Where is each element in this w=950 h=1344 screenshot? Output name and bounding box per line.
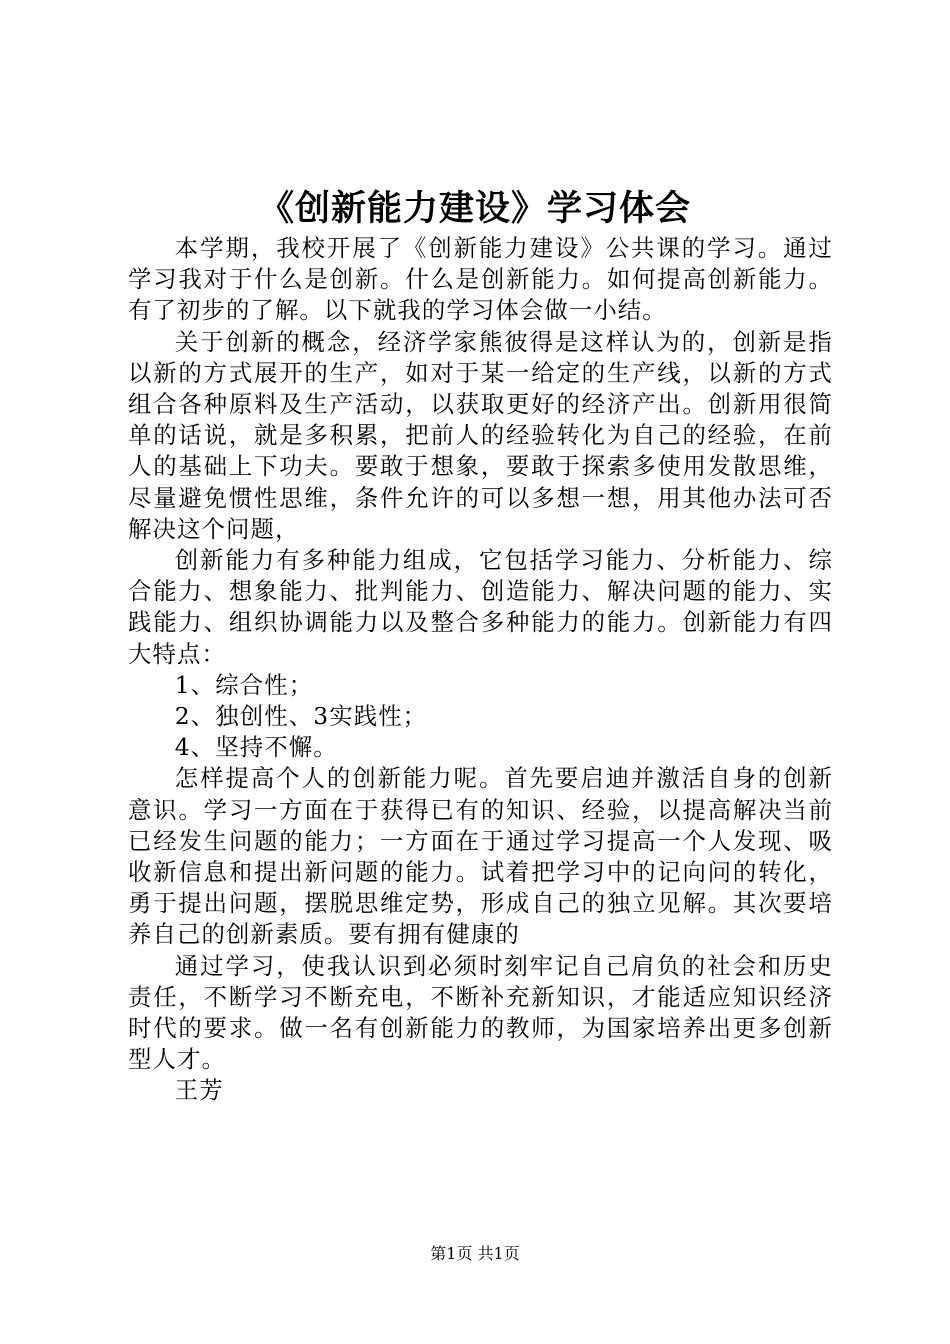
paragraph-intro: 本学期，我校开展了《创新能力建设》公共课的学习。通过学习我对于什么是创新。什么是创新能力。如何提高创新能力。有了初步的了解。以下就我的学习体会做一小结。 xyxy=(128,234,833,325)
list-item-1: 1、综合性； xyxy=(174,670,314,699)
page-footer: 第1页 共1页 xyxy=(430,1244,520,1263)
paragraph-conclusion: 通过学习，使我认识到必须时刻牢记自己肩负的社会和历史责任，不断学习不断充电，不断补充新知识，才能适应知识经济时代的要求。做一名有创新能力的教师，为国家培养出更多创新型人才。 xyxy=(128,951,833,1074)
list-item-2: 2、独创性、3实践性； xyxy=(174,702,428,731)
document-title: 《创新能力建设》学习体会 xyxy=(258,189,691,229)
paragraph-concept: 关于创新的概念，经济学家熊彼得是这样认为的，创新是指以新的方式展开的生产，如对于某一给定的生产线，以新的方式组合各种原料及生产活动，以获取更好的经济产出。创新用很简单的话说，就是多积累，把前人的经验转化为自己的经验，在前人的基础上下功夫。要敢于想象，要敢于探索多使用发散思维，尽量避免惯性思维，条件允许的可以多想一想，用其他办法可否解决这个问题， xyxy=(128,327,833,543)
author-signature: 王芳 xyxy=(174,1076,224,1105)
list-item-4: 4、坚持不懈。 xyxy=(174,733,338,762)
paragraph-abilities: 创新能力有多种能力组成，它包括学习能力、分析能力、综合能力、想象能力、批判能力、创造能力、解决问题的能力、实践能力、组织协调能力以及整合多种能力的能力。创新能力有四大特点： xyxy=(128,546,833,668)
document-body xyxy=(128,233,833,1107)
paragraph-improve: 怎样提高个人的创新能力呢。首先要启迪并激活自身的创新意识。学习一方面在于获得已有的知识、经验，以提高解决当前已经发生问题的能力；一方面在于通过学习提高一个人发现、吸收新信息和提出新问题的能力。试着把学习中的记向问的转化，勇于提出问题，摆脱思维定势，形成自己的独立见解。其次要培养自己的创新素质。要有拥有健康的 xyxy=(128,764,833,949)
